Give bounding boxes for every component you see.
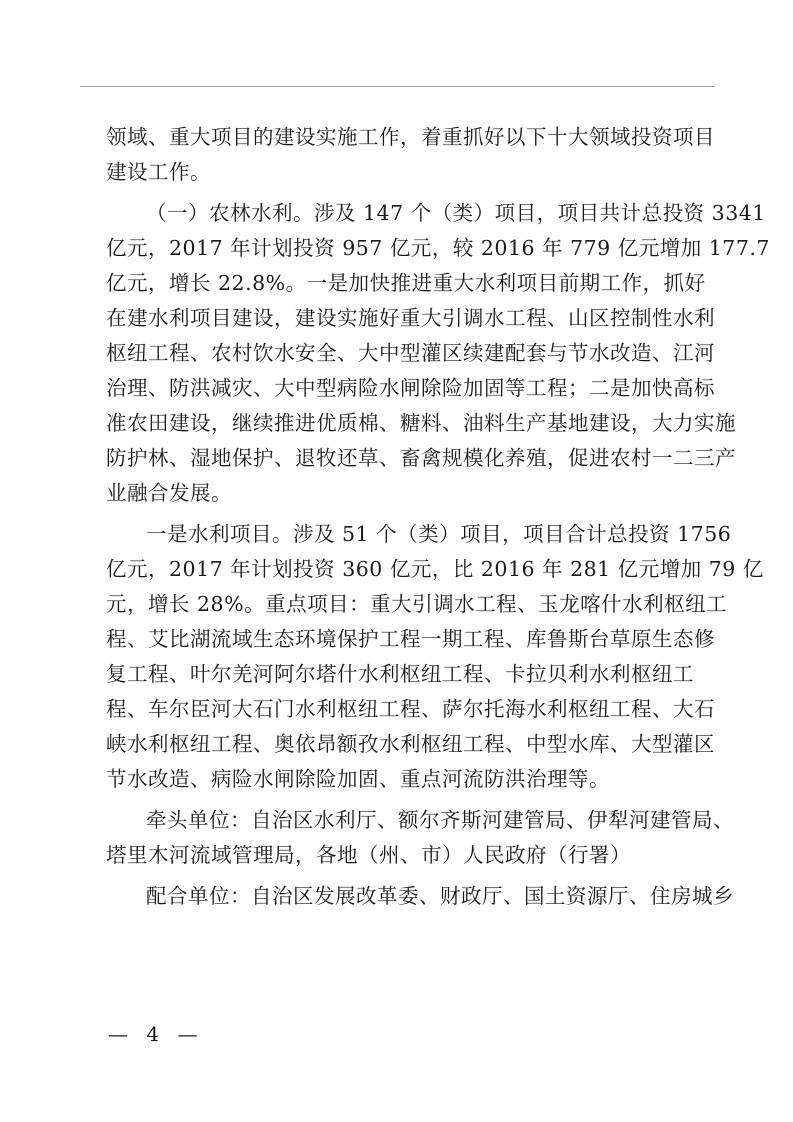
text-line: 牵头单位：自治区水利厅、额尔齐斯河建管局、伊犁河建管局、: [146, 808, 734, 832]
page-number: — 4 —: [108, 1022, 204, 1046]
text-line: 业融合发展。: [106, 481, 232, 505]
text-line: 复工程、叶尔羌河阿尔塔什水利枢纽工程、卡拉贝利水利枢纽工: [106, 662, 694, 686]
text-line: 一是水利项目。涉及 51 个（类）项目，项目合计总投资 1756: [146, 522, 732, 546]
header-rule: [80, 86, 715, 87]
text-line: 建设工作。: [106, 160, 211, 184]
paragraph-water-projects: [106, 517, 764, 797]
paragraph-cooperating-units: [106, 879, 734, 914]
text-line: 塔里木河流域管理局，各地（州、市）人民政府（行署）: [106, 843, 631, 867]
text-line: 治理、防洪减灾、大中型病险水闸除险加固等工程；二是加快高标: [106, 376, 715, 400]
text-line: 枢纽工程、农村饮水安全、大中型灌区续建配套与节水改造、江河: [106, 341, 715, 365]
document-body: [106, 120, 770, 914]
text-line: 元，增长 28%。重点项目：重大引调水工程、玉龙喀什水利枢纽工: [106, 592, 728, 616]
text-line: 亿元，2017 年计划投资 360 亿元，比 2016 年 281 亿元增加 79 亿: [106, 557, 764, 581]
text-line: 亿元，2017 年计划投资 957 亿元，较 2016 年 779 亿元增加 177.7: [106, 236, 770, 260]
text-line: 亿元，增长 22.8%。一是加快推进重大水利项目前期工作，抓好: [106, 271, 706, 295]
text-line: 程、艾比湖流域生态环境保护工程一期工程、库鲁斯台草原生态修: [106, 627, 715, 651]
paragraph-lead-units: [106, 803, 734, 873]
text-line: 准农田建设，继续推进优质棉、糖料、油料生产基地建设，大力实施: [106, 411, 736, 435]
text-line: 领域、重大项目的建设实施工作，着重抓好以下十大领域投资项目: [106, 125, 715, 149]
text-line: 防护林、湿地保护、退牧还草、畜禽规模化养殖，促进农村一二三产: [106, 446, 736, 470]
text-line: 在建水利项目建设，建设实施好重大引调水工程、山区控制性水利: [106, 306, 715, 330]
paragraph-intro: [106, 120, 715, 190]
text-line: 峡水利枢纽工程、奥依昂额孜水利枢纽工程、中型水库、大型灌区: [106, 732, 715, 756]
paragraph-agriculture-water: [106, 196, 770, 511]
text-line: （一）农林水利。涉及 147 个（类）项目，项目共计总投资 3341: [146, 201, 766, 225]
text-line: 节水改造、病险水闸除险加固、重点河流防洪治理等。: [106, 767, 610, 791]
text-line: 程、车尔臣河大石门水利枢纽工程、萨尔托海水利枢纽工程、大石: [106, 697, 715, 721]
text-line: 配合单位：自治区发展改革委、财政厅、国土资源厅、住房城乡: [146, 884, 734, 908]
